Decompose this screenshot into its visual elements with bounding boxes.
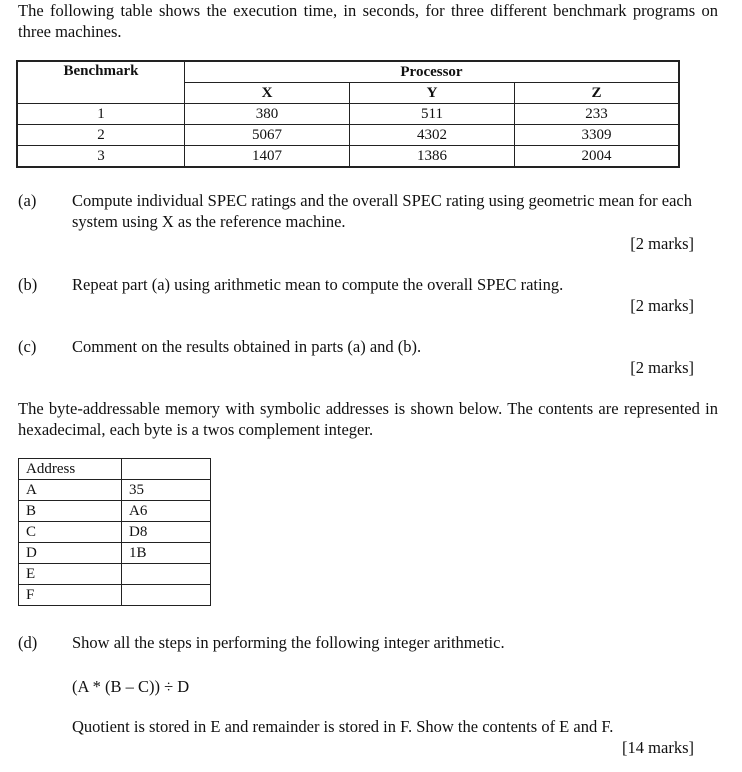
value-cell xyxy=(122,585,211,606)
question-d-text: Show all the steps in performing the following integer arithmetic. xyxy=(72,633,505,652)
time-cell: 5067 xyxy=(185,125,350,146)
time-cell: 511 xyxy=(350,104,515,125)
table-row xyxy=(17,125,679,146)
intro-paragraph: The following table shows the execution time, in seconds, for three different benchmark programs on three machines. xyxy=(18,1,718,41)
table-row xyxy=(19,459,211,480)
value-cell: D8 xyxy=(122,522,211,543)
address-header: Address xyxy=(19,459,122,480)
time-cell: 380 xyxy=(185,104,350,125)
value-cell xyxy=(122,564,211,585)
address-cell: B xyxy=(19,501,122,522)
time-cell: 1386 xyxy=(350,146,515,168)
question-a-marks: [2 marks] xyxy=(630,234,694,253)
memory-table xyxy=(18,458,211,606)
question-b-marks: [2 marks] xyxy=(630,296,694,315)
machine-header-x: X xyxy=(185,83,350,104)
processor-header: Processor xyxy=(185,61,680,83)
address-cell: C xyxy=(19,522,122,543)
time-cell: 4302 xyxy=(350,125,515,146)
table-row xyxy=(17,146,679,168)
address-cell: A xyxy=(19,480,122,501)
machine-header-z: Z xyxy=(515,83,680,104)
benchmark-id: 3 xyxy=(17,146,185,168)
table-row xyxy=(19,522,211,543)
value-cell: 35 xyxy=(122,480,211,501)
benchmark-header: Benchmark xyxy=(17,61,185,104)
value-header xyxy=(122,459,211,480)
time-cell: 2004 xyxy=(515,146,680,168)
question-a-text: Compute individual SPEC ratings and the overall SPEC rating using geometric mean for each system using X as the reference machine. xyxy=(72,191,693,231)
memory-intro: The byte-addressable memory with symbolic addresses is shown below. The contents are represented in hexadecimal, each byte is a twos complement integer. xyxy=(18,399,718,439)
question-d-label: (d) xyxy=(18,633,38,652)
table-row xyxy=(17,104,679,125)
question-b-label: (b) xyxy=(18,275,38,294)
table-row xyxy=(19,501,211,522)
question-b-text: Repeat part (a) using arithmetic mean to compute the overall SPEC rating. xyxy=(72,275,564,294)
table-row xyxy=(19,480,211,501)
question-c-label: (c) xyxy=(18,337,37,356)
time-cell: 233 xyxy=(515,104,680,125)
time-cell: 1407 xyxy=(185,146,350,168)
table-row xyxy=(19,543,211,564)
question-d-note: Quotient is stored in E and remainder is stored in F. Show the contents of E and F. xyxy=(72,717,614,736)
question-d-expression: (A * (B – C)) ÷ D xyxy=(72,677,190,696)
benchmark-table xyxy=(16,60,680,168)
value-cell: A6 xyxy=(122,501,211,522)
address-cell: F xyxy=(19,585,122,606)
question-d-marks: [14 marks] xyxy=(622,738,694,757)
question-a-label: (a) xyxy=(18,191,37,210)
address-cell: E xyxy=(19,564,122,585)
address-cell: D xyxy=(19,543,122,564)
benchmark-id: 2 xyxy=(17,125,185,146)
table-row xyxy=(19,564,211,585)
benchmark-id: 1 xyxy=(17,104,185,125)
value-cell: 1B xyxy=(122,543,211,564)
question-c-text: Comment on the results obtained in parts (a) and (b). xyxy=(72,337,422,356)
time-cell: 3309 xyxy=(515,125,680,146)
question-c-marks: [2 marks] xyxy=(630,358,694,377)
machine-header-y: Y xyxy=(350,83,515,104)
table-row xyxy=(19,585,211,606)
